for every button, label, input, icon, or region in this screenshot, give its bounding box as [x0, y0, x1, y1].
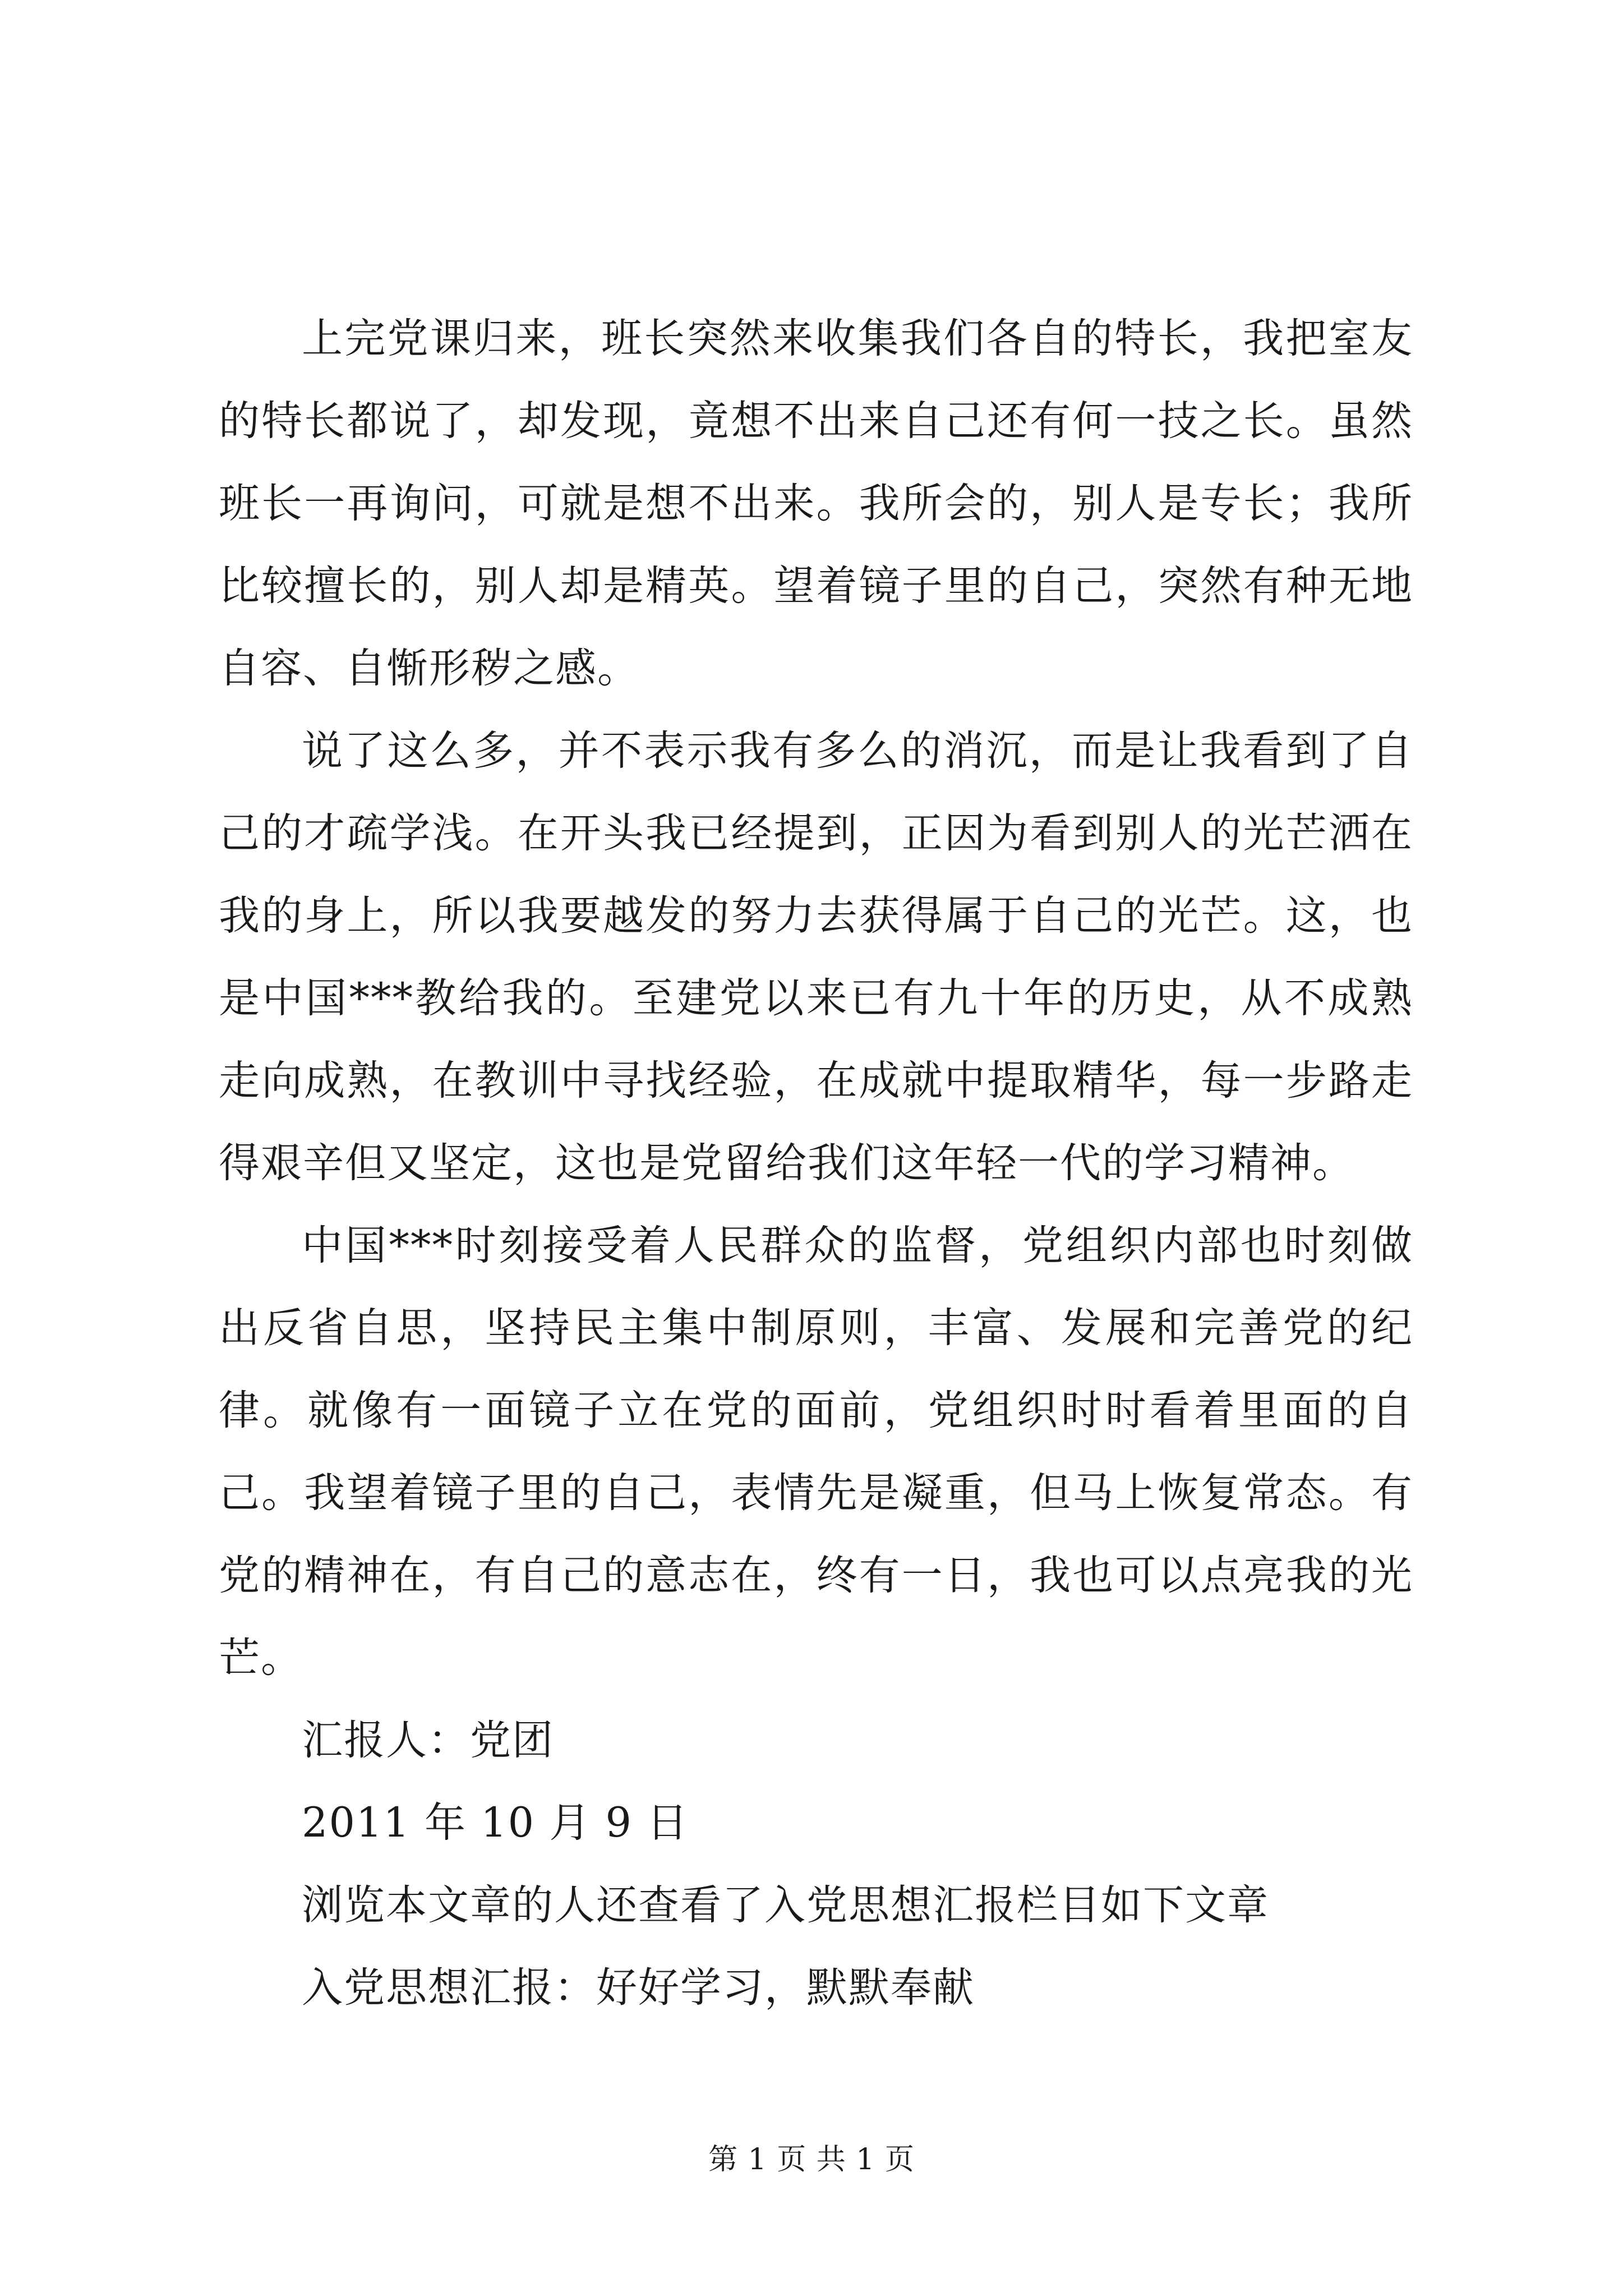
document-body	[219, 297, 1413, 2029]
paragraph-3: 中国***时刻接受着人民群众的监督，党组织内部也时刻做出反省自思，坚持民主集中制原则，丰富、发展和完善党的纪律。就像有一面镜子立在党的面前，党组织时时看着里面的自己。我望着镜子里的自己，表情先是凝重，但马上恢复常态。有党的精神在，有自己的意志在，终有一日，我也可以点亮我的光芒。	[219, 1222, 1413, 1682]
date-line: 2011 年 10 月 9 日	[302, 1799, 689, 1847]
page-footer: 第 1 页 共 1 页	[708, 2143, 915, 2177]
related-article-link[interactable]: 入党思想汇报：好好学习，默默奉献	[302, 1964, 975, 2012]
paragraph-2: 说了这么多，并不表示我有多么的消沉，而是让我看到了自己的才疏学浅。在开头我已经提到，正因为看到别人的光芒洒在我的身上，所以我要越发的努力去获得属于自己的光芒。这，也是中国***教给我的。至建党以来已有九十年的历史，从不成熟走向成熟，在教训中寻找经验，在成就中提取精华，每一步路走得艰辛但又坚定，这也是党留给我们这年轻一代的学习精神。	[219, 727, 1413, 1187]
related-articles-intro: 浏览本文章的人还查看了入党思想汇报栏目如下文章	[302, 1881, 1269, 1929]
reporter-line: 汇报人：党团	[302, 1717, 554, 1764]
paragraph-1: 上完党课归来，班长突然来收集我们各自的特长，我把室友的特长都说了，却发现，竟想不出来自己还有何一技之长。虽然班长一再询问，可就是想不出来。我所会的，别人是专长；我所比较擅长的，别人却是精英。望着镜子里的自己，突然有种无地自容、自惭形秽之感。	[219, 315, 1413, 692]
